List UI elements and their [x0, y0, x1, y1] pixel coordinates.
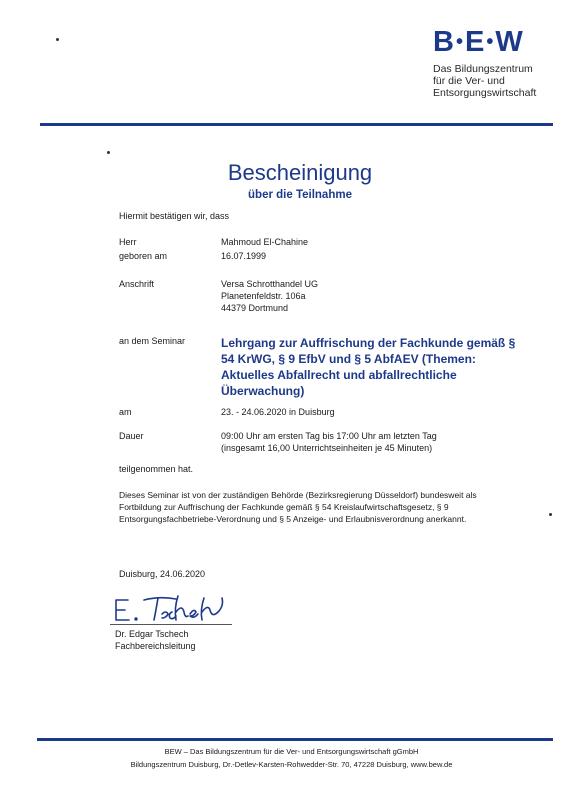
participant-name: Mahmoud El-Chahine: [221, 237, 309, 247]
address-line: Planetenfeldstr. 106a: [221, 291, 306, 301]
footer-line: Bildungszentrum Duisburg, Dr.-Detlev-Karsten-Rohwedder-Str. 70, 47228 Duisburg, www.bew.de: [130, 760, 453, 769]
dob-label: geboren am: [119, 251, 168, 261]
signatory-name: Dr. Edgar Tschech: [115, 629, 189, 639]
closing-text: teilgenommen hat.: [119, 464, 194, 474]
address-line: 44379 Dortmund: [221, 303, 289, 313]
logo-letter-w: W: [495, 26, 524, 58]
org-line: Entsorgungswirtschaft: [433, 87, 537, 99]
logo-letter-e: E: [464, 26, 486, 58]
seminar-label: an dem Seminar: [119, 336, 186, 346]
intro-text: Hiermit bestätigen wir, dass: [119, 211, 230, 221]
address-label: Anschrift: [119, 279, 155, 289]
document-title: Bescheinigung: [227, 160, 373, 185]
signature-line: [110, 624, 232, 625]
logo-dot: •: [486, 31, 495, 53]
duration-line: 09:00 Uhr am ersten Tag bis 17:00 Uhr am letzten Tag: [221, 431, 437, 441]
handwritten-signature: [110, 592, 240, 626]
dob-value: 16.07.1999: [221, 251, 267, 261]
scan-speck: [107, 151, 110, 154]
bew-logo: [433, 26, 524, 59]
signatory-role: Fachbereichsleitung: [115, 641, 196, 651]
date-label: am: [119, 407, 132, 417]
duration-block: [221, 430, 437, 454]
document-subtitle: über die Teilnahme: [248, 189, 352, 201]
duration-label: Dauer: [119, 431, 144, 441]
salutation-label: Herr: [119, 237, 137, 247]
scan-speck: [56, 38, 59, 41]
duration-line: (insgesamt 16,00 Unterrichtseinheiten je 45 Minuten): [221, 443, 433, 453]
org-line: für die Ver- und: [433, 75, 505, 87]
footer: [0, 745, 583, 771]
accreditation-paragraph: Dieses Seminar ist von der zuständigen Behörde (Bezirksregierung Düsseldorf) bundesweit als Fortbildung zur Auffrischung der Fachkunde gemäß § 54 Kreislaufwirtschaftsgesetz, § 9 Entsorgungsfachbetriebe-Verordnung und § 5 Anzeige- und Erlaubnisverordnung anerkannt.: [119, 490, 477, 524]
footer-line: BEW – Das Bildungszentrum für die Ver- und Entsorgungswirtschaft gGmbH: [164, 747, 419, 756]
scan-speck: [549, 513, 552, 516]
place-date: Duisburg, 24.06.2020: [119, 569, 206, 579]
footer-divider: [37, 738, 553, 741]
logo-letter-b: B: [433, 26, 455, 58]
address-block: [221, 278, 318, 314]
date-value: 23. - 24.06.2020 in Duisburg: [221, 407, 335, 417]
address-line: Versa Schrotthandel UG: [221, 279, 319, 289]
org-tagline: [433, 63, 536, 99]
header-divider: [40, 123, 553, 126]
seminar-title: Lehrgang zur Auffrischung der Fachkunde gemäß § 54 KrWG, § 9 EfbV und § 5 AbfAEV (Themen: Aktuelles Abfallrecht und abfallrechtliche Überwachung): [221, 336, 516, 398]
org-line: Das Bildungszentrum: [433, 63, 533, 75]
logo-dot: •: [455, 31, 464, 53]
